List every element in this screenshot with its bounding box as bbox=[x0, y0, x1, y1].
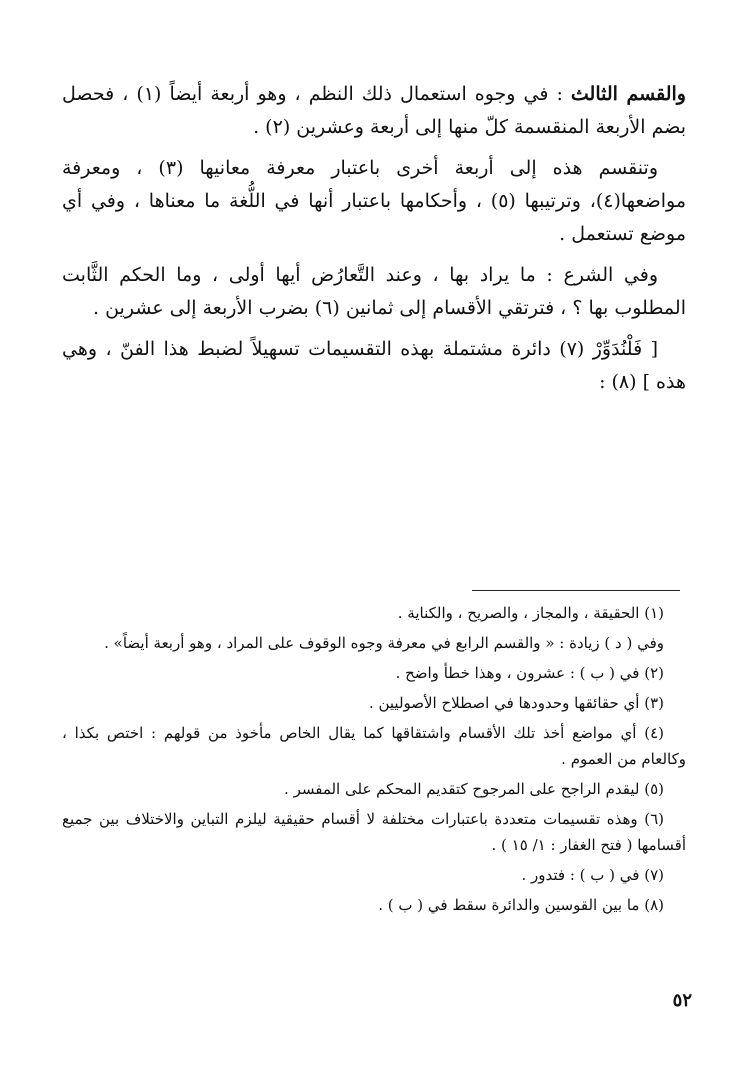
section-heading: والقسم الثالث bbox=[570, 83, 686, 105]
footnote-3: (٣) أي حقائقها وحدودها في اصطلاح الأصوليين . bbox=[368, 694, 664, 712]
footnote-separator bbox=[472, 590, 680, 591]
paragraph-3: وفي الشرع : ما يراد بها ، وعند التَّعارُض أيها أولى ، وما الحكم الثَّابت المطلوب بها ؟ ، فترتقي الأقسام إلى ثمانين (٦) بضرب الأربعة إلى عشرين . bbox=[62, 264, 686, 319]
page-number: ٥٢ bbox=[672, 990, 692, 1011]
footnote-6: (٦) وهذه تقسيمات متعددة باعتبارات مختلفة لا أقسام حقيقية ليلزم التباين والاختلاف بين جميع أقسامها ( فتح الغفار : ١/ ١٥ ) . bbox=[62, 810, 686, 854]
paragraph-2: وتنقسم هذه إلى أربعة أخرى باعتبار معرفة معانيها (٣) ، ومعرفة مواضعها(٤)، وترتيبها (٥) ، وأحكامها باعتبار أنها في اللُّغة ما معناها ، وفي أي موضع تستعمل . bbox=[62, 157, 686, 245]
paragraph-1 bbox=[62, 78, 686, 144]
paragraph-1-text: : في وجوه استعمال ذلك النظم ، وهو أربعة أيضاً (١) ، فحصل بضم الأربعة المنقسمة كلّ منها إلى أربعة وعشرين (٢) . bbox=[62, 83, 686, 138]
footnote-5: (٥) ليقدم الراجح على المرجوح كتقديم المحكم على المفسر . bbox=[284, 780, 664, 798]
paragraph-4: [ فَلْنُدَوِّرْ (٧) دائرة مشتملة بهذه التقسيمات تسهيلاً لضبط هذا الفنّ ، وهي هذه ] (٨) : bbox=[62, 338, 686, 393]
footnotes bbox=[62, 600, 686, 922]
footnote-8: (٨) ما بين القوسين والدائرة سقط في ( ب ) . bbox=[378, 896, 664, 914]
main-text bbox=[62, 78, 686, 407]
footnote-4: (٤) أي مواضع أخذ تلك الأقسام واشتقاقها كما يقال الخاص مأخوذ من قولهم : اختص بكذا ، وكالعام من العموم . bbox=[62, 724, 686, 768]
footnote-7: (٧) في ( ب ) : فتدور . bbox=[521, 866, 664, 884]
footnote-1-addition: وفي ( د ) زيادة : « والقسم الرابع في معرفة وجوه الوقوف على المراد ، وهو أربعة أيضاً» . bbox=[104, 634, 664, 652]
footnote-2: (٢) في ( ب ) : عشرون ، وهذا خطأ واضح . bbox=[395, 664, 664, 682]
footnote-1: (١) الحقيقة ، والمجاز ، والصريح ، والكناية . bbox=[397, 604, 664, 622]
